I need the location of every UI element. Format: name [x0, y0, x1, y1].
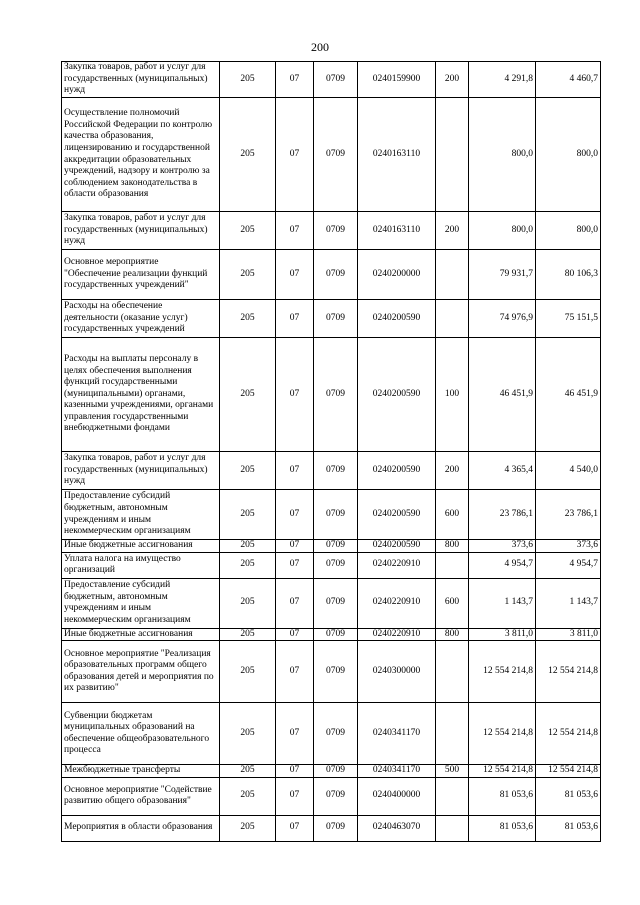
row-rz: 07 — [276, 540, 314, 553]
table-row — [62, 250, 601, 300]
row-rz: 07 — [276, 777, 314, 815]
row-pr: 0709 — [314, 765, 358, 778]
row-pr: 0709 — [314, 540, 358, 553]
row-name: Основное мероприятие "Обеспечение реализации функций государственных учреждений" — [62, 250, 220, 300]
table-row — [62, 765, 601, 778]
row-sum-1: 4 291,8 — [469, 62, 536, 98]
row-sum-2: 4 954,7 — [536, 552, 601, 578]
row-ved: 205 — [220, 703, 276, 765]
table-row — [62, 777, 601, 815]
row-name: Предоставление субсидий бюджетным, автономным учреждениям и иным некоммерческим организациям — [62, 490, 220, 540]
row-sum-2: 75 151,5 — [536, 300, 601, 338]
row-sum-2: 46 451,9 — [536, 338, 601, 452]
row-csr: 0240463070 — [358, 815, 436, 841]
row-sum-1: 12 554 214,8 — [469, 703, 536, 765]
row-name: Субвенции бюджетам муниципальных образований на обеспечение общеобразовательного процесса — [62, 703, 220, 765]
table-row — [62, 490, 601, 540]
row-sum-2: 800,0 — [536, 212, 601, 250]
table-row — [62, 552, 601, 578]
row-ved: 205 — [220, 815, 276, 841]
row-vr — [436, 98, 469, 212]
page-number: 200 — [311, 40, 329, 54]
row-sum-1: 4 954,7 — [469, 552, 536, 578]
row-vr: 800 — [436, 628, 469, 641]
table-row — [62, 300, 601, 338]
row-name: Расходы на выплаты персоналу в целях обеспечения выполнения функций государственными (муниципальными) органами, казенными учреждениями, органами управления государственными внебюджетными фондами — [62, 338, 220, 452]
row-rz: 07 — [276, 338, 314, 452]
row-pr: 0709 — [314, 300, 358, 338]
row-pr: 0709 — [314, 250, 358, 300]
row-vr — [436, 552, 469, 578]
row-sum-1: 12 554 214,8 — [469, 765, 536, 778]
row-sum-2: 4 460,7 — [536, 62, 601, 98]
row-pr: 0709 — [314, 212, 358, 250]
row-csr: 0240163110 — [358, 98, 436, 212]
row-sum-2: 12 554 214,8 — [536, 765, 601, 778]
row-sum-1: 23 786,1 — [469, 490, 536, 540]
row-sum-2: 81 053,6 — [536, 815, 601, 841]
row-sum-2: 3 811,0 — [536, 628, 601, 641]
row-ved: 205 — [220, 765, 276, 778]
row-pr: 0709 — [314, 777, 358, 815]
row-ved: 205 — [220, 490, 276, 540]
row-rz: 07 — [276, 98, 314, 212]
row-name: Межбюджетные трансферты — [62, 765, 220, 778]
row-csr: 0240220910 — [358, 552, 436, 578]
row-sum-1: 81 053,6 — [469, 815, 536, 841]
row-vr — [436, 777, 469, 815]
row-vr: 200 — [436, 212, 469, 250]
row-vr — [436, 641, 469, 703]
row-pr: 0709 — [314, 490, 358, 540]
row-vr: 800 — [436, 540, 469, 553]
row-name: Основное мероприятие "Реализация образовательных программ общего образования детей и мероприятия по их развитию" — [62, 641, 220, 703]
table-row — [62, 212, 601, 250]
row-csr: 0240400000 — [358, 777, 436, 815]
row-name: Закупка товаров, работ и услуг для государственных (муниципальных) нужд — [62, 452, 220, 490]
row-rz: 07 — [276, 490, 314, 540]
row-vr — [436, 250, 469, 300]
row-sum-2: 80 106,3 — [536, 250, 601, 300]
row-ved: 205 — [220, 300, 276, 338]
row-rz: 07 — [276, 578, 314, 628]
row-rz: 07 — [276, 815, 314, 841]
row-sum-2: 12 554 214,8 — [536, 641, 601, 703]
row-sum-1: 79 931,7 — [469, 250, 536, 300]
row-ved: 205 — [220, 212, 276, 250]
row-pr: 0709 — [314, 98, 358, 212]
row-rz: 07 — [276, 250, 314, 300]
row-ved: 205 — [220, 250, 276, 300]
row-rz: 07 — [276, 212, 314, 250]
table-row — [62, 578, 601, 628]
row-pr: 0709 — [314, 452, 358, 490]
row-vr: 200 — [436, 62, 469, 98]
table-row — [62, 641, 601, 703]
row-sum-2: 81 053,6 — [536, 777, 601, 815]
row-sum-1: 373,6 — [469, 540, 536, 553]
row-vr — [436, 300, 469, 338]
row-name: Мероприятия в области образования — [62, 815, 220, 841]
row-csr: 0240300000 — [358, 641, 436, 703]
row-ved: 205 — [220, 98, 276, 212]
row-sum-1: 74 976,9 — [469, 300, 536, 338]
row-csr: 0240163110 — [358, 212, 436, 250]
table-row — [62, 62, 601, 98]
row-pr: 0709 — [314, 552, 358, 578]
row-csr: 0240341170 — [358, 703, 436, 765]
row-name: Иные бюджетные ассигнования — [62, 628, 220, 641]
row-ved: 205 — [220, 338, 276, 452]
row-name: Расходы на обеспечение деятельности (оказание услуг) государственных учреждений — [62, 300, 220, 338]
row-ved: 205 — [220, 452, 276, 490]
row-pr: 0709 — [314, 578, 358, 628]
row-ved: 205 — [220, 540, 276, 553]
row-name: Осуществление полномочий Российской Федерации по контролю качества образования, лицензированию и государственной аккредитации образовательных учреждений, надзору и контролю за соблюдением законодательства в области образования — [62, 98, 220, 212]
row-csr: 0240200000 — [358, 250, 436, 300]
row-sum-2: 373,6 — [536, 540, 601, 553]
row-vr: 600 — [436, 490, 469, 540]
row-rz: 07 — [276, 552, 314, 578]
row-sum-1: 81 053,6 — [469, 777, 536, 815]
row-sum-2: 12 554 214,8 — [536, 703, 601, 765]
row-rz: 07 — [276, 452, 314, 490]
table-row — [62, 452, 601, 490]
row-ved: 205 — [220, 628, 276, 641]
row-sum-1: 12 554 214,8 — [469, 641, 536, 703]
row-rz: 07 — [276, 628, 314, 641]
row-ved: 205 — [220, 62, 276, 98]
row-name: Закупка товаров, работ и услуг для государственных (муниципальных) нужд — [62, 212, 220, 250]
row-csr: 0240200590 — [358, 490, 436, 540]
row-csr: 0240159900 — [358, 62, 436, 98]
row-sum-2: 23 786,1 — [536, 490, 601, 540]
row-pr: 0709 — [314, 815, 358, 841]
row-name: Уплата налога на имущество организаций — [62, 552, 220, 578]
row-name: Основное мероприятие "Содействие развитию общего образования" — [62, 777, 220, 815]
row-sum-1: 4 365,4 — [469, 452, 536, 490]
table-row — [62, 628, 601, 641]
row-vr: 500 — [436, 765, 469, 778]
row-name: Закупка товаров, работ и услуг для государственных (муниципальных) нужд — [62, 62, 220, 98]
row-vr: 600 — [436, 578, 469, 628]
row-csr: 0240200590 — [358, 540, 436, 553]
row-name: Предоставление субсидий бюджетным, автономным учреждениям и иным некоммерческим организациям — [62, 578, 220, 628]
row-sum-1: 800,0 — [469, 98, 536, 212]
table-row — [62, 338, 601, 452]
row-vr: 200 — [436, 452, 469, 490]
row-rz: 07 — [276, 62, 314, 98]
table-row — [62, 703, 601, 765]
row-pr: 0709 — [314, 338, 358, 452]
row-sum-1: 1 143,7 — [469, 578, 536, 628]
row-vr: 100 — [436, 338, 469, 452]
row-csr: 0240220910 — [358, 628, 436, 641]
row-pr: 0709 — [314, 62, 358, 98]
row-sum-2: 1 143,7 — [536, 578, 601, 628]
row-ved: 205 — [220, 552, 276, 578]
row-sum-2: 800,0 — [536, 98, 601, 212]
row-pr: 0709 — [314, 703, 358, 765]
row-vr — [436, 703, 469, 765]
table-row — [62, 540, 601, 553]
row-ved: 205 — [220, 777, 276, 815]
row-csr: 0240200590 — [358, 452, 436, 490]
row-sum-2: 4 540,0 — [536, 452, 601, 490]
row-csr: 0240200590 — [358, 300, 436, 338]
row-pr: 0709 — [314, 628, 358, 641]
row-csr: 0240341170 — [358, 765, 436, 778]
row-sum-1: 46 451,9 — [469, 338, 536, 452]
row-rz: 07 — [276, 703, 314, 765]
row-rz: 07 — [276, 641, 314, 703]
table-row — [62, 98, 601, 212]
row-name: Иные бюджетные ассигнования — [62, 540, 220, 553]
row-sum-1: 800,0 — [469, 212, 536, 250]
row-csr: 0240220910 — [358, 578, 436, 628]
budget-table — [61, 61, 601, 842]
table-row — [62, 815, 601, 841]
row-csr: 0240200590 — [358, 338, 436, 452]
row-rz: 07 — [276, 300, 314, 338]
row-vr — [436, 815, 469, 841]
row-pr: 0709 — [314, 641, 358, 703]
row-ved: 205 — [220, 578, 276, 628]
row-sum-1: 3 811,0 — [469, 628, 536, 641]
row-ved: 205 — [220, 641, 276, 703]
row-rz: 07 — [276, 765, 314, 778]
